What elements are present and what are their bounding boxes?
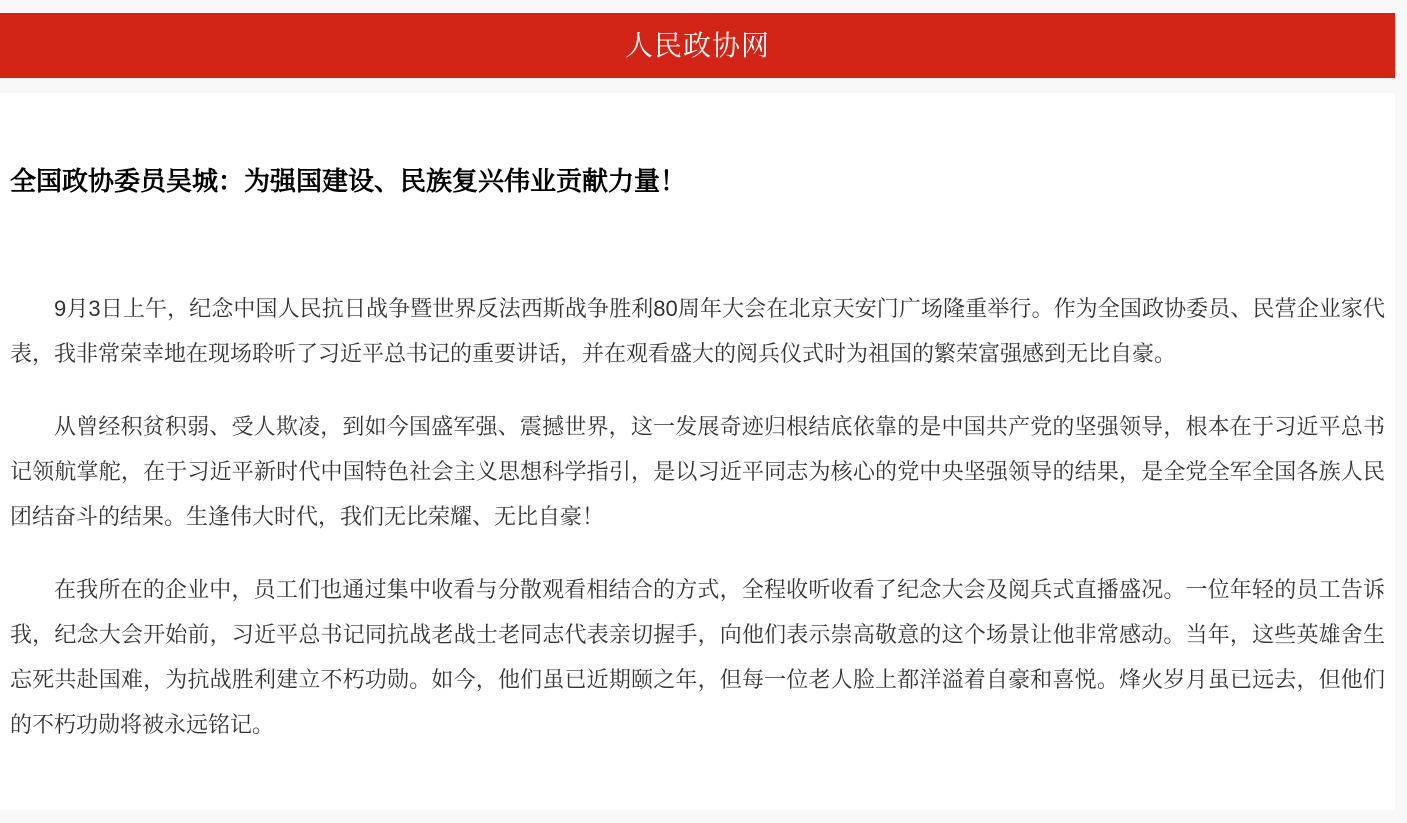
article-paragraph-2: 从曾经积贫积弱、受人欺凌，到如今国盛军强、震撼世界，这一发展奇迹归根结底依靠的是中国共产党的坚强领导，根本在于习近平总书记领航掌舵，在于习近平新时代中国特色社会主义思想科学指引，是以习近平同志为核心的党中央坚强领导的结果，是全党全军全国各族人民团结奋斗的结果。生逢伟大时代，我们无比荣耀、无比自豪！ (10, 414, 1385, 529)
site-banner (0, 13, 1395, 78)
site-name: 人民政协网 (624, 30, 770, 61)
page-container (0, 13, 1395, 810)
article-content (0, 93, 1395, 810)
article-paragraph-1: 9月3日上午，纪念中国人民抗日战争暨世界反法西斯战争胜利80周年大会在北京天安门广场隆重举行。作为全国政协委员、民营企业家代表，我非常荣幸地在现场聆听了习近平总书记的重要讲话，并在观看盛大的阅兵仪式时为祖国的繁荣富强感到无比自豪。 (10, 296, 1385, 366)
article-paragraph-3: 在我所在的企业中，员工们也通过集中收看与分散观看相结合的方式，全程收听收看了纪念大会及阅兵式直播盛况。一位年轻的员工告诉我，纪念大会开始前，习近平总书记同抗战老战士老同志代表亲切握手，向他们表示崇高敬意的这个场景让他非常感动。当年，这些英雄舍生忘死共赴国难，为抗战胜利建立不朽功勋。如今，他们虽已近期颐之年，但每一位老人脸上都洋溢着自豪和喜悦。烽火岁月虽已远去，但他们的不朽功勋将被永远铭记。 (10, 577, 1385, 737)
article-title: 全国政协委员吴城：为强国建设、民族复兴伟业贡献力量！ (10, 166, 687, 196)
